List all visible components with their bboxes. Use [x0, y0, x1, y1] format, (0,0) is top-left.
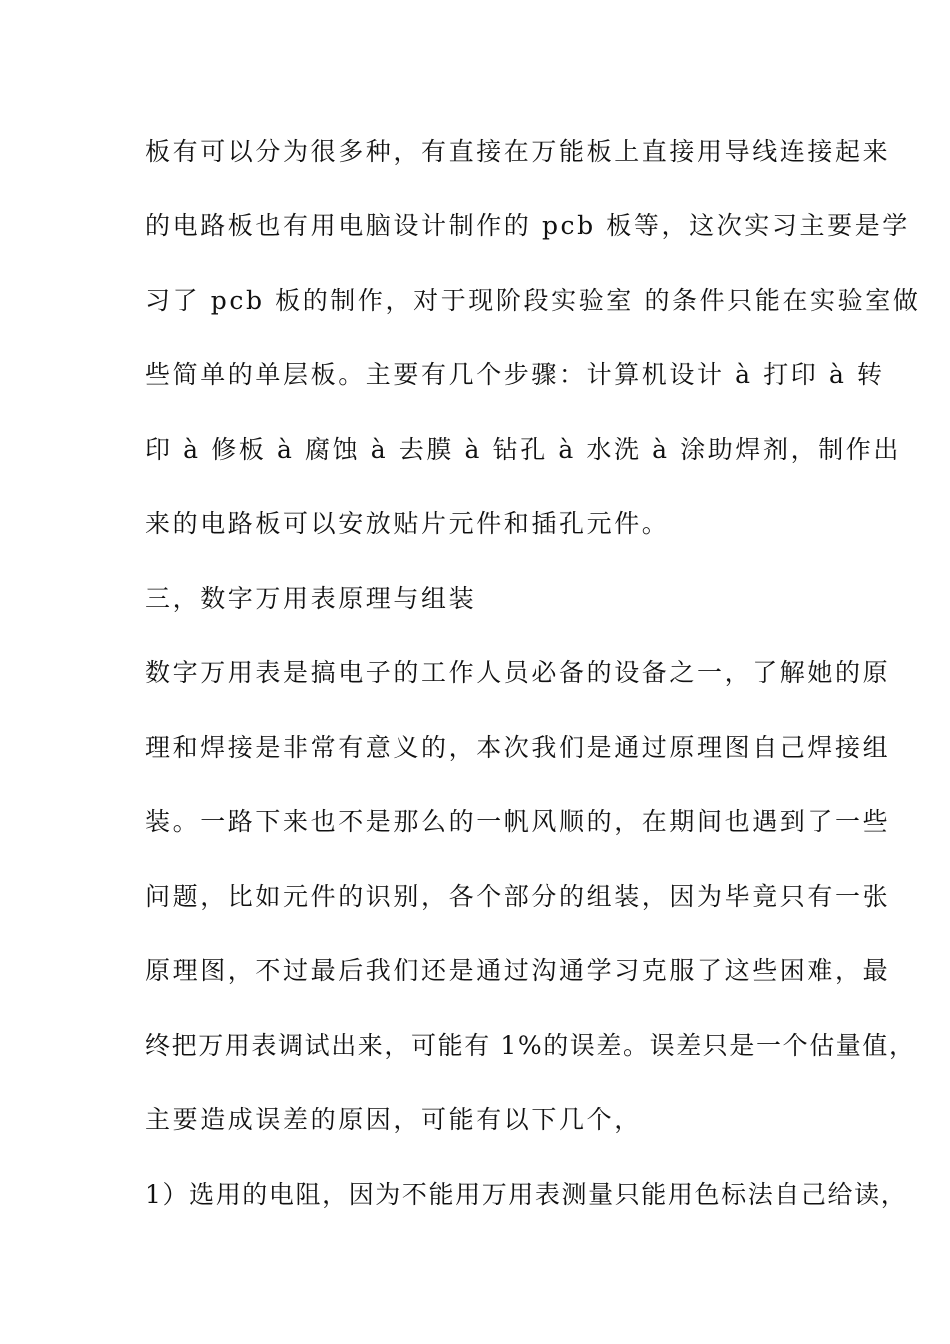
- text-line: 装。一路下来也不是那么的一帆风顺的，在期间也遇到了一些: [145, 807, 891, 836]
- text-line: 主要造成误差的原因，可能有以下几个，: [145, 1105, 642, 1134]
- text-line: 些简单的单层板。主要有几个步骤：计算机设计 à 打印 à 转: [145, 360, 885, 389]
- text-line: 印 à 修板 à 腐蚀 à 去膜 à 钻孔 à 水洗 à 涂助焊剂，制作出: [145, 435, 901, 464]
- text-line: 板有可以分为很多种，有直接在万能板上直接用导线连接起来: [145, 137, 891, 166]
- text-line: 终把万用表调试出来，可能有 1%的误差。误差只是一个估量值，: [145, 1031, 916, 1060]
- text-line: 数字万用表是搞电子的工作人员必备的设备之一，了解她的原: [145, 658, 891, 687]
- list-item: 1）选用的电阻，因为不能用万用表测量只能用色标法自己给读，: [145, 1180, 908, 1209]
- text-line: 原理图，不过最后我们还是通过沟通学习克服了这些困难，最: [145, 956, 891, 985]
- section-heading: 三，数字万用表原理与组装: [145, 584, 477, 613]
- text-line: 理和焊接是非常有意义的，本次我们是通过原理图自己焊接组: [145, 733, 891, 762]
- text-line: 的电路板也有用电脑设计制作的 pcb 板等，这次实习主要是学: [145, 211, 910, 240]
- text-line: 习了 pcb 板的制作，对于现阶段实验室 的条件只能在实验室做: [145, 286, 921, 315]
- text-line: 来的电路板可以安放贴片元件和插孔元件。: [145, 509, 670, 538]
- text-line: 问题，比如元件的识别，各个部分的组装，因为毕竟只有一张: [145, 882, 891, 911]
